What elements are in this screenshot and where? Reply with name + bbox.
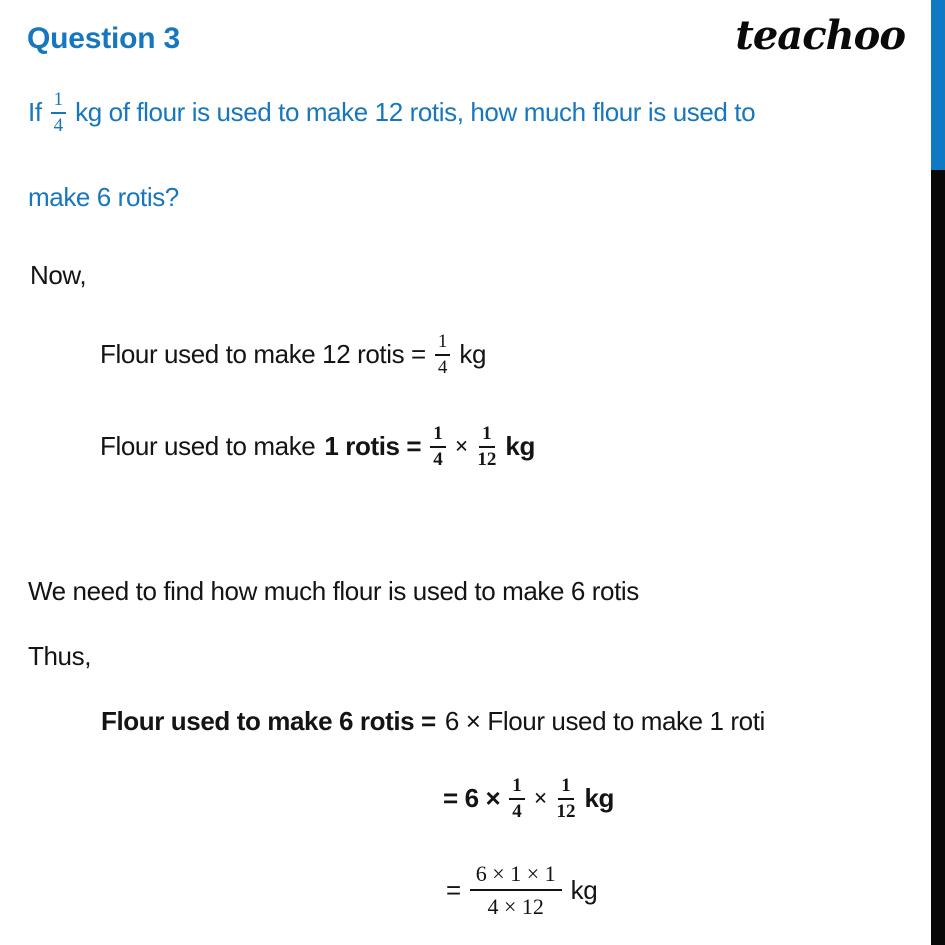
fraction-1-4 [509, 776, 525, 822]
unit-kg: kg [459, 339, 487, 370]
fraction-1-12 [477, 424, 496, 470]
equation-step1 [443, 776, 614, 822]
equation-6-rotis [101, 706, 765, 737]
equals-sign: = [446, 874, 461, 905]
fraction-numerator: 1 [509, 776, 525, 800]
fraction-numerator: 1 [51, 90, 67, 114]
fraction-numerator: 1 [479, 424, 495, 448]
multiply-sign: × [454, 433, 469, 460]
equation-1-roti-prefix: Flour used to make [100, 431, 316, 462]
fraction-1-12 [556, 776, 575, 822]
equation-12-rotis-text: Flour used to make 12 rotis = [100, 339, 426, 370]
fraction-denominator: 4 [437, 356, 448, 378]
fraction-numerator: 1 [430, 424, 446, 448]
fraction-denominator: 4 [512, 800, 522, 822]
fraction-numerator: 1 [435, 332, 451, 356]
fraction-denominator: 12 [477, 448, 497, 470]
thus-label [28, 641, 91, 672]
fraction-denominator: 4 [433, 448, 443, 470]
unit-kg: kg [584, 783, 615, 814]
teachoo-logo: teachoo [735, 12, 905, 59]
question-line2-text: make 6 rotis? [28, 182, 179, 212]
fraction-1-4 [51, 90, 67, 136]
now-label [30, 260, 86, 291]
equation-1-roti-bold: 1 rotis = [324, 431, 422, 462]
fraction-numerator: 1 [558, 776, 574, 800]
fraction-1-4 [430, 424, 446, 470]
fraction-6x1x1-over-4x12 [470, 862, 562, 918]
question-title: Question 3 [27, 22, 181, 55]
accent-bar-blue [931, 0, 945, 170]
question-line-2 [28, 182, 179, 213]
unit-kg: kg [570, 874, 598, 905]
fraction-denominator: 4 × 12 [487, 894, 544, 920]
question-prefix: If [28, 97, 42, 128]
equation-6-rotis-rest: 6 × Flour used to make 1 roti [444, 706, 765, 736]
we-need-text: We need to find how much flour is used to make 6 rotis [28, 576, 639, 606]
question-suffix: kg of flour is used to make 12 rotis, how much flour is used to [75, 97, 756, 128]
fraction-1-4 [435, 332, 451, 378]
multiply-sign: × [533, 785, 548, 812]
equation-1-roti [100, 424, 535, 470]
now-text: Now, [30, 260, 87, 290]
thus-text: Thus, [28, 641, 92, 671]
question-line-1 [28, 90, 755, 136]
accent-bar-black [931, 170, 945, 945]
equation-12-rotis [100, 332, 486, 378]
fraction-numerator: 6 × 1 × 1 [470, 862, 562, 891]
equation-6-rotis-bold: Flour used to make 6 rotis = [101, 706, 436, 736]
we-need-line [28, 576, 639, 607]
fraction-denominator: 12 [556, 800, 576, 822]
equation-step1-prefix: = 6 × [443, 783, 501, 814]
unit-kg: kg [505, 431, 535, 462]
equation-step2 [446, 862, 597, 918]
fraction-denominator: 4 [53, 114, 64, 136]
